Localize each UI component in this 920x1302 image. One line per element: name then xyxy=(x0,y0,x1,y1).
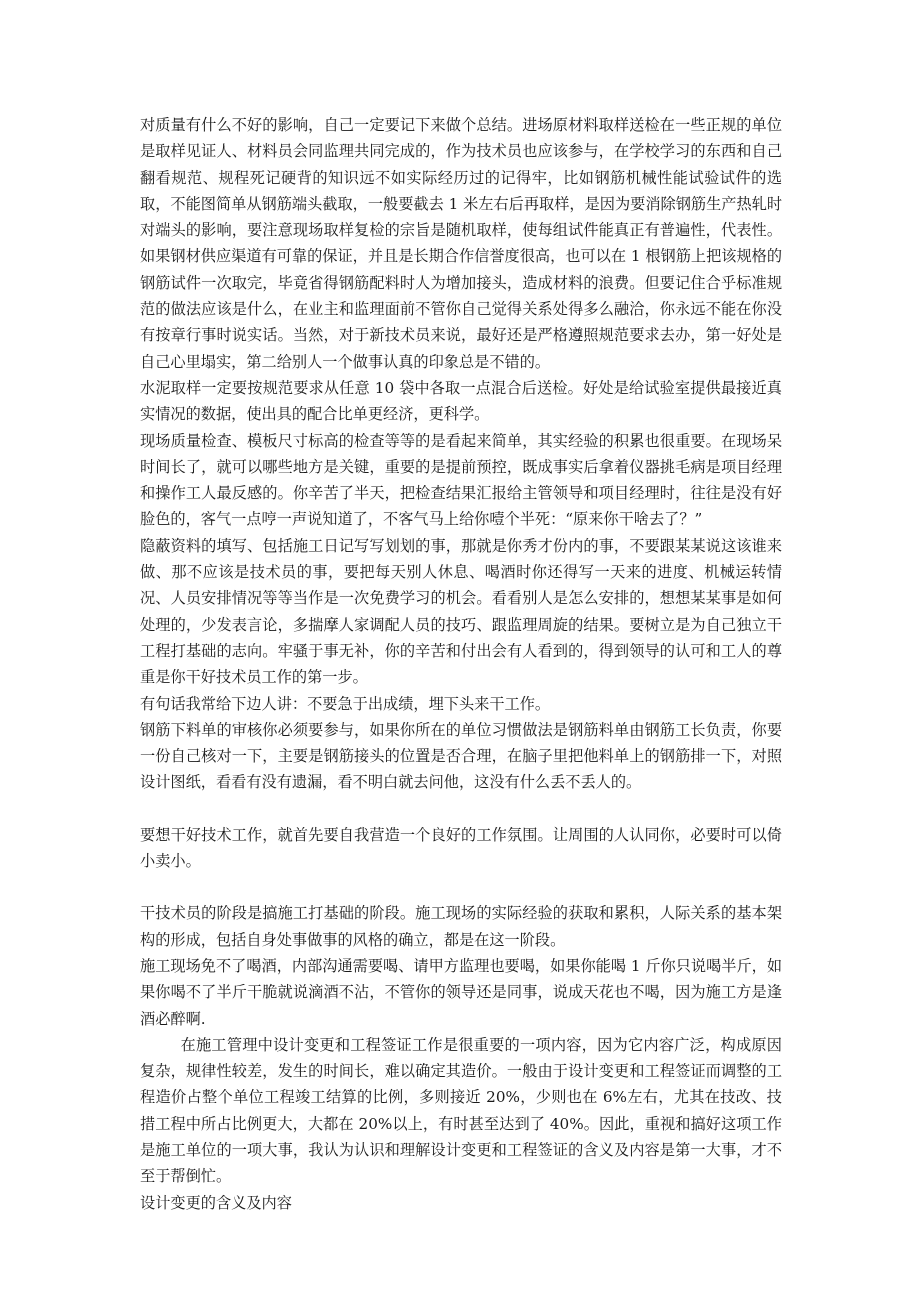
section-heading-design-change: 设计变更的含义及内容 xyxy=(140,1193,292,1212)
paragraph-foundation-stage: 干技术员的阶段是搞施工打基础的阶段。施工现场的实际经验的获取和累积，人际关系的基本架构的形成，包括自身处事做事的风格的确立，都是在这一阶段。 xyxy=(140,904,782,949)
paragraph-cement-sampling: 水泥取样一定要按规范要求从任意 10 袋中各取一点混合后送检。好处是给试验室提供最接近真实情况的数据，使出具的配合比单更经济，更科学。 xyxy=(140,378,782,424)
document-page xyxy=(140,112,782,1216)
paragraph-saying: 有句话我常给下边人讲：不要急于出成绩，埋下头来干工作。 xyxy=(140,694,551,713)
paragraph-drinking: 施工现场免不了喝酒，内部沟通需要喝、请甲方监理也要喝，如果你能喝 1 斤你只说喝半斤，如果你喝不了半斤干脆就说滴酒不沾，不管你的领导还是同事，说成天花也不喝，因为施工方是逢酒必醉啊. xyxy=(140,956,783,1028)
paragraph-quality-inspection: 现场质量检查、模板尺寸标高的检查等等的是看起来简单，其实经验的积累也很重要。在现场呆时间长了，就可以哪些地方是关键，重要的是提前预控，既成事实后拿着仪器挑毛病是项目经理和操作工人最反感的。你辛苦了半天，把检查结果汇报给主管领导和项目经理时，往往是没有好脸色的，客气一点哼一声说知道了，不客气马上给你噎个半死：“原来你干啥去了？” xyxy=(140,431,782,529)
paragraph-concealed-records: 隐蔽资料的填写、包括施工日记写写划划的事，那就是你秀才份内的事，不要跟某某说这该谁来做、那不应该是技术员的事，要把每天别人休息、喝酒时你还得写一天来的进度、机械运转情况、人员安排情况等等当作是一次免费学习的机会。看看别人是怎么安排的，想想某某事是如何处理的，少发表言论，多揣摩人家调配人员的技巧、跟监理周旋的结果。要树立是为自己独立干工程打基础的志向。牢骚于事无补，你的辛苦和付出会有人看到的，得到领导的认可和工人的尊重是你干好技术员工作的第一步。 xyxy=(140,536,782,687)
paragraph-material-sampling: 对质量有什么不好的影响，自己一定要记下来做个总结。进场原材料取样送检在一些正规的单位是取样见证人、材料员会同监理共同完成的，作为技术员也应该参与，在学校学习的东西和自己翻看规范、规程死记硬背的知识远不如实际经历过的记得牢，比如钢筋机械性能试验试件的选取，不能图简单从钢筋端头截取，一般要截去 1 米左右后再取样，是因为要消除钢筋生产热轧时对端头的影响，要注意现场取样复检的宗旨是随机取样，使每组试件能真正有普遍性，代表性。如果钢材供应渠道有可靠的保证，并且是长期合作信誉度很高，也可以在 1 根钢筋上把该规格的钢筋试件一次取完，毕竟省得钢筋配料时人为增加接头，造成材料的浪费。但要记住合乎标准规范的做法应该是什么，在业主和监理面前不管你自己觉得关系处得多么融洽，你永远不能在你没有按章行事时说实话。当然，对于新技术员来说，最好还是严格遵照规范要求去办，第一好处是自己心里塌实，第二给别人一个做事认真的印象总是不错的。 xyxy=(140,116,783,371)
paragraph-design-change: 在施工管理中设计变更和工程签证工作是很重要的一项内容，因为它内容广泛，构成原因复杂，规律性较差，发生的时间长，难以确定其造价。一般由于设计变更和工程签证而调整的工程造价占整个单位工程竣工结算的比例，多则接近 20%，少则也在 6%左右，尤其在技改、技措工程中所占比例更大，大都在 20%以上，有时甚至达到了 40%。因此，重视和搞好这项工作是施工单位的一项大事，我认为认识和理解设计变更和工程签证的含义及内容是第一大事，才不至于帮倒忙。 xyxy=(140,1035,782,1186)
paragraph-work-atmosphere: 要想干好技术工作，就首先要自我营造一个良好的工作氛围。让周围的人认同你，必要时可以倚小卖小。 xyxy=(140,825,782,871)
paragraph-rebar-list: 钢筋下料单的审核你必须要参与，如果你所在的单位习惯做法是钢筋料单由钢筋工长负责，你要一份自己核对一下，主要是钢筋接头的位置是否合理，在脑子里把他料单上的钢筋排一下，对照设计图纸，看看有没有遗漏，看不明白就去问他，这没有什么丢不丢人的。 xyxy=(140,720,782,792)
